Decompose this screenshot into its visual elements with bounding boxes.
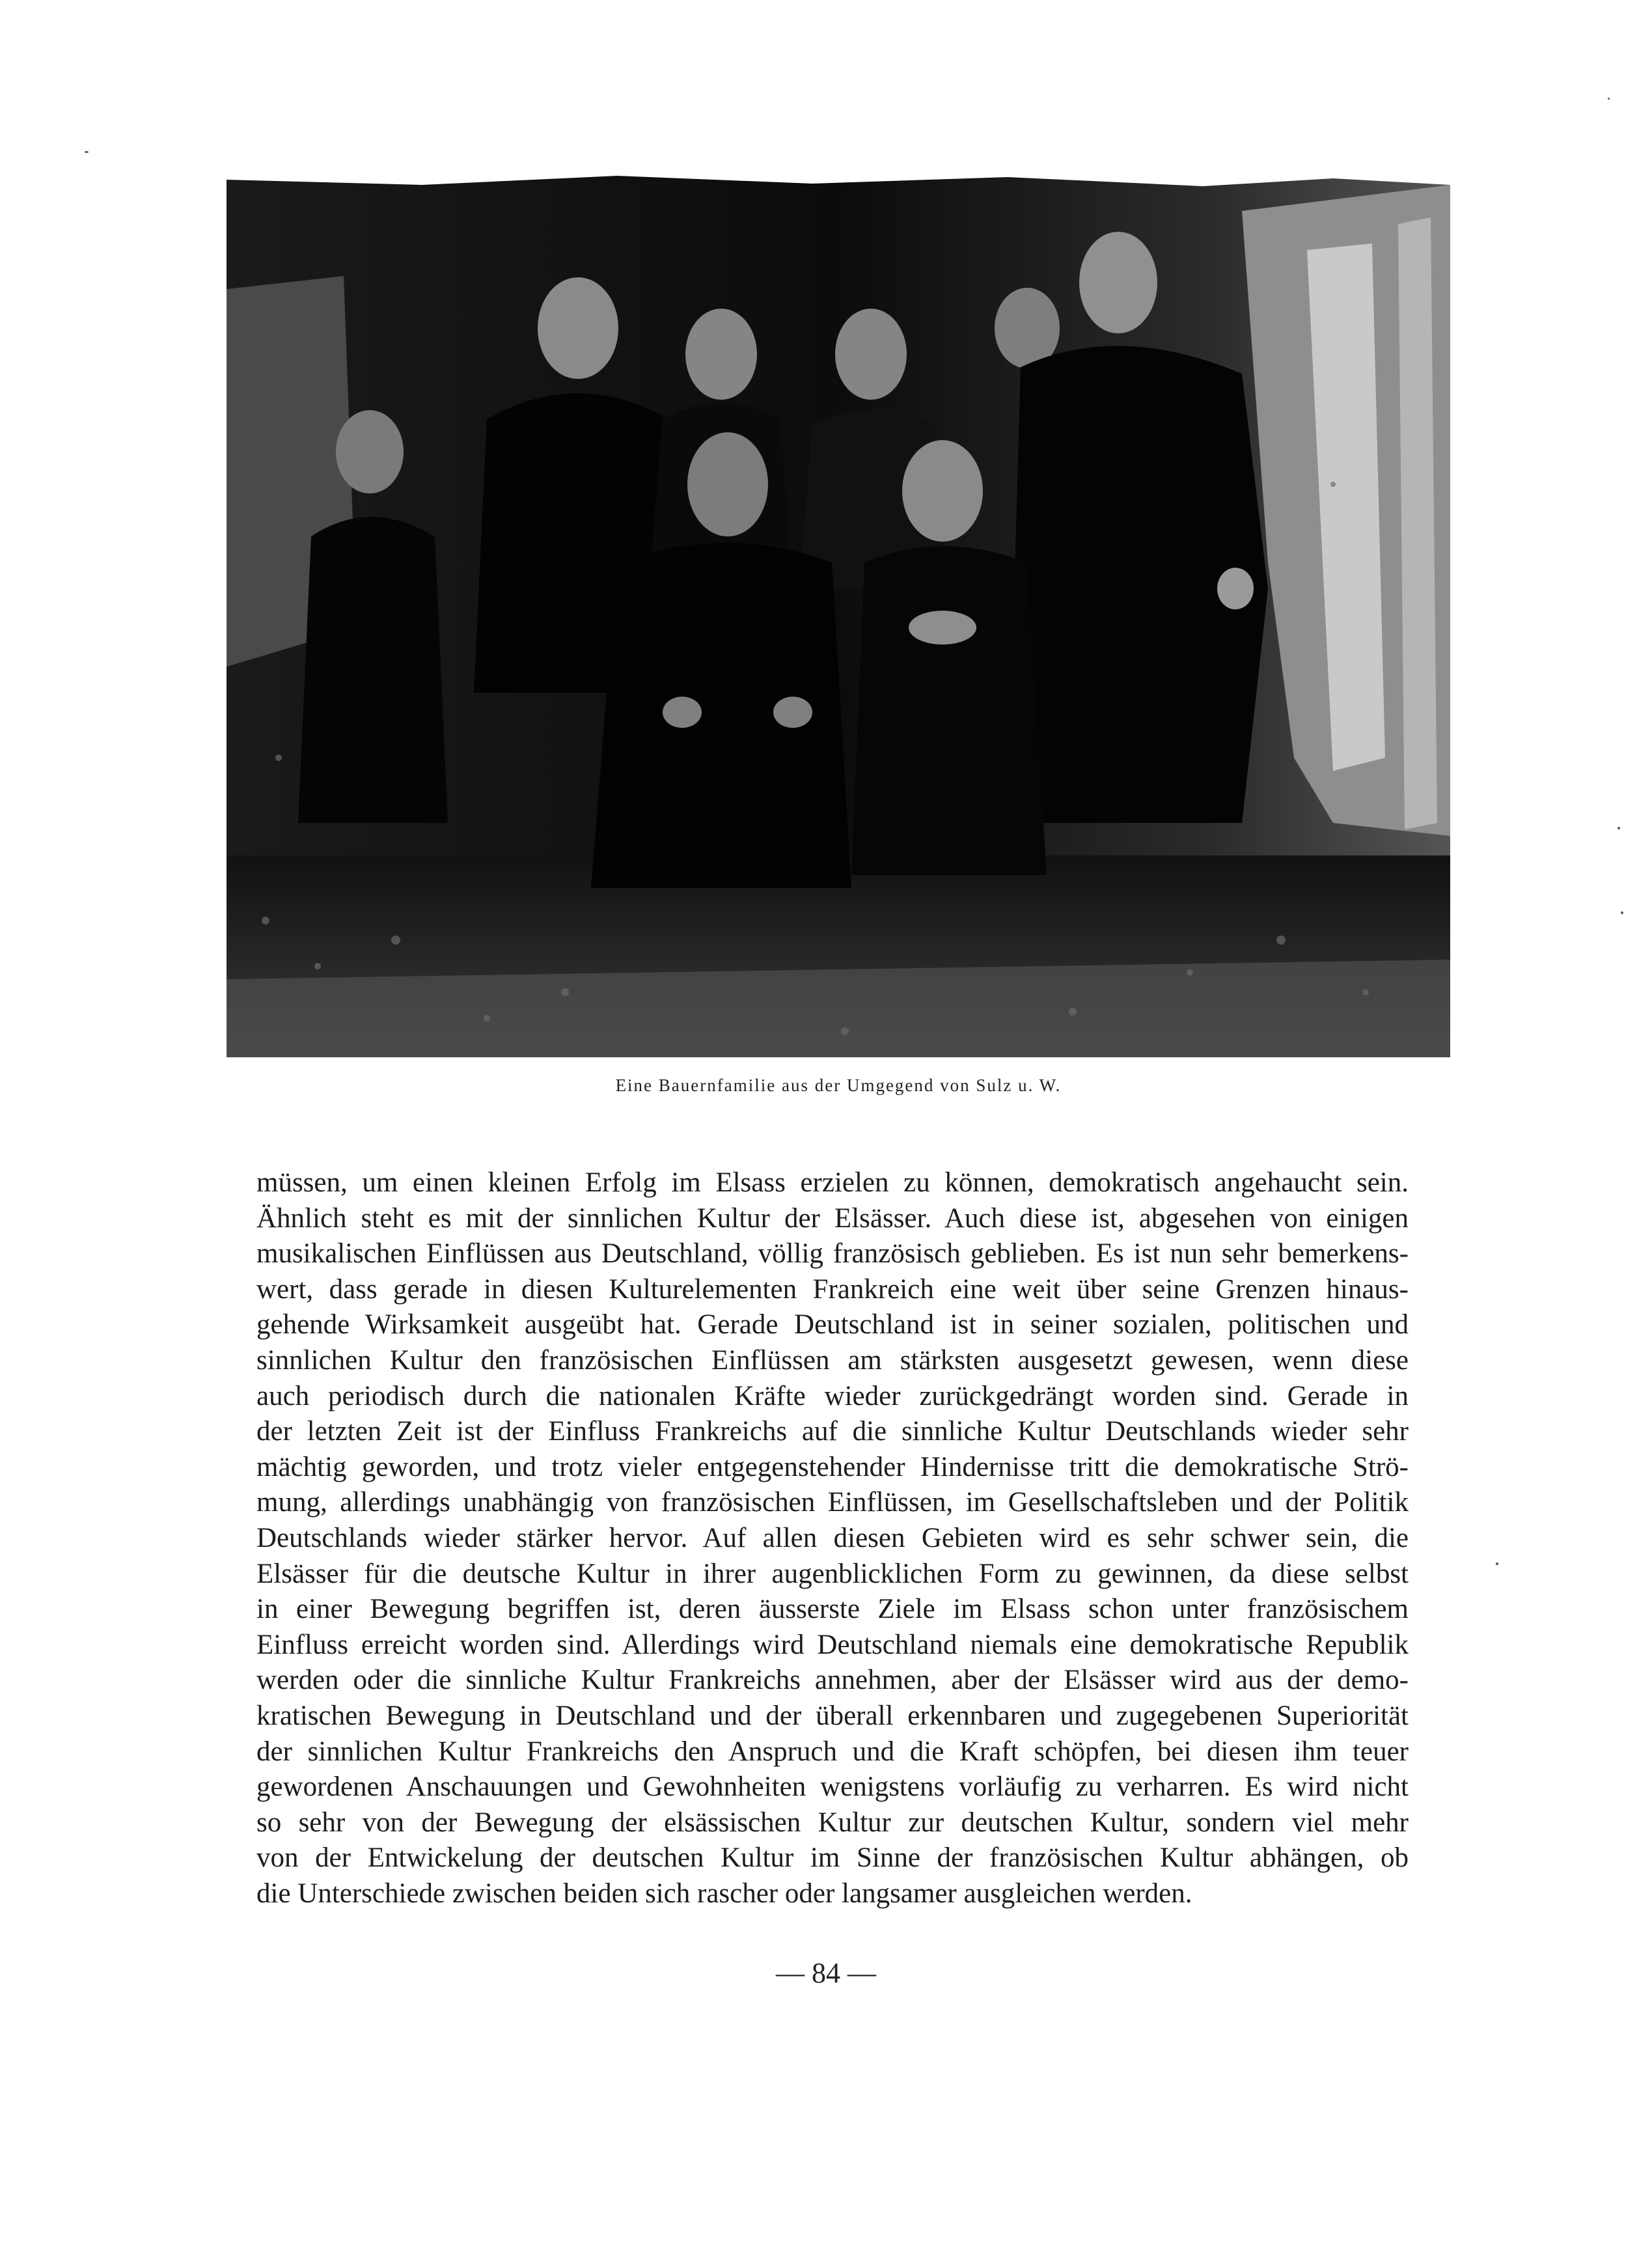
scan-speck <box>85 151 89 153</box>
text-line: Ähnlich steht es mit der sinnlichen Kultur der Elsässer. Auch diese ist, abgesehen von einigen <box>256 1202 1409 1234</box>
text-line: werden oder die sinnliche Kultur Frankreichs annehmen, aber der Elsässer wird aus der demo- <box>256 1665 1409 1696</box>
text-line: Einfluss erreicht worden sind. Allerdings wird Deutschland niemals eine demokratische Republik <box>256 1629 1409 1660</box>
text-line: sinnlichen Kultur den französischen Einflüssen am stärksten ausgesetzt gewesen, wenn diese <box>256 1344 1409 1376</box>
text-line: Deutschlands wieder stärker hervor. Auf allen diesen Gebieten wird es sehr schwer sein, die <box>256 1522 1409 1553</box>
text-line: in einer Bewegung begriffen ist, deren äusserste Ziele im Elsass schon unter französischem <box>256 1594 1409 1625</box>
scan-speck <box>1608 98 1610 100</box>
text-line: wert, dass gerade in diesen Kulturelementen Frankreich eine weit über seine Grenzen hinaus- <box>256 1273 1409 1305</box>
body-text <box>256 1165 1409 1911</box>
text-line: gehende Wirksamkeit ausgeübt hat. Gerade Deutschland ist in seiner sozialen, politischen und <box>256 1309 1409 1340</box>
text-line: kratischen Bewegung in Deutschland und der überall erkennbaren und zugegebenen Superiorität <box>256 1700 1409 1731</box>
text-line: so sehr von der Bewegung der elsässischen Kultur zur deutschen Kultur, sondern viel mehr <box>256 1807 1409 1838</box>
family-photograph <box>227 172 1450 1057</box>
scan-speck <box>1496 1562 1498 1565</box>
text-line: musikalischen Einflüssen aus Deutschland, völlig französisch geblieben. Es ist nun sehr bemerkens- <box>256 1238 1409 1270</box>
text-line: die Unterschiede zwischen beiden sich rascher oder langsamer ausgleichen werden. <box>256 1878 1192 1909</box>
text-line: auch periodisch durch die nationalen Kräfte wieder zurückgedrängt worden sind. Gerade in <box>256 1380 1409 1411</box>
text-line: von der Entwickelung der deutschen Kultur im Sinne der französischen Kultur abhängen, ob <box>256 1842 1409 1874</box>
scan-speck <box>1621 911 1623 914</box>
text-line: Elsässer für die deutsche Kultur in ihrer augenblicklichen Form zu gewinnen, da diese selbst <box>256 1558 1409 1589</box>
text-line: der sinnlichen Kultur Frankreichs den Anspruch und die Kraft schöpfen, bei diesen ihm teuer <box>256 1736 1409 1767</box>
text-line: gewordenen Anschauungen und Gewohnheiten wenigstens vorläufig zu verharren. Es wird nicht <box>256 1771 1409 1803</box>
figure-caption: Eine Bauernfamilie aus der Umgegend von Sulz u. W. <box>615 1076 1062 1095</box>
text-line: mächtig geworden, und trotz vieler entgegenstehender Hindernisse tritt die demokratische Strö- <box>256 1451 1409 1482</box>
text-line: der letzten Zeit ist der Einfluss Frankreichs auf die sinnliche Kultur Deutschlands wieder sehr <box>256 1416 1409 1447</box>
page-number: — 84 — <box>776 1957 876 1989</box>
text-line: mung, allerdings unabhängig von französischen Einflüssen, im Gesellschaftsleben und der Politik <box>256 1487 1409 1518</box>
text-line: müssen, um einen kleinen Erfolg im Elsass erzielen zu können, demokratisch angehaucht sein. <box>256 1167 1409 1198</box>
scan-speck <box>1618 827 1620 829</box>
